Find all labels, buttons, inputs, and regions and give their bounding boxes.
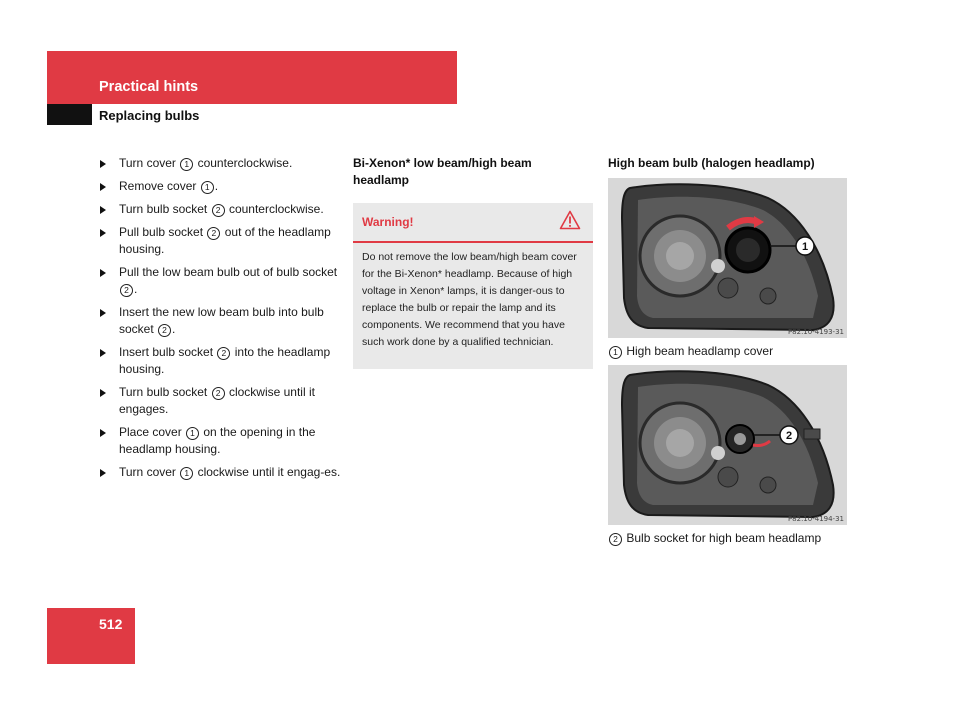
- ref-number: 2: [217, 347, 230, 360]
- figure-callout: 2: [785, 430, 793, 442]
- step-arrow-icon: [100, 389, 106, 397]
- ref-number: 1: [201, 181, 214, 194]
- page-number: 512: [99, 616, 123, 632]
- figure-code: P82.10-4193-31: [787, 328, 844, 336]
- step-item: Pull the low beam bulb out of bulb socket 2 .: [99, 264, 344, 298]
- step-arrow-icon: [100, 206, 106, 214]
- ref-number: 2: [120, 284, 133, 297]
- ref-number: 2: [158, 324, 171, 337]
- ref-number: 1: [186, 427, 199, 440]
- step-item: Turn bulb socket 2 counterclockwise.: [99, 201, 344, 218]
- headlamp-illustration: [608, 365, 847, 525]
- figure-callout: 1: [801, 241, 809, 253]
- ref-number: 2: [609, 533, 622, 546]
- step-arrow-icon: [100, 429, 106, 437]
- step-arrow-icon: [100, 469, 106, 477]
- warning-triangle-icon: [559, 210, 581, 230]
- figure-code: P82.10-4194-31: [787, 515, 844, 523]
- step-arrow-icon: [100, 349, 106, 357]
- xenon-heading: Bi-Xenon* low beam/high beam headlamp: [353, 156, 532, 187]
- step-item: Turn bulb socket 2 clockwise until it engages.: [99, 384, 344, 418]
- warning-text: Do not remove the low beam/high beam cover for the Bi-Xenon* headlamp. Because of high voltage in Xenon* lamps, it is danger-ous to replace the bulb or repair the lamp and its components. We recommend that you have such work done by a qualified technician.: [362, 251, 577, 348]
- halogen-heading: High beam bulb (halogen headlamp): [608, 156, 815, 170]
- step-arrow-icon: [100, 183, 106, 191]
- headlamp-illustration: [608, 178, 847, 338]
- step-arrow-icon: [100, 269, 106, 277]
- header-band: [47, 51, 457, 104]
- headlamp-photo-socket: [608, 365, 847, 525]
- subsection-title: Replacing bulbs: [99, 108, 200, 123]
- warning-label: Warning!: [362, 215, 414, 229]
- warning-header: [353, 203, 593, 243]
- step-item: Place cover 1 on the opening in the headlamp housing.: [99, 424, 344, 458]
- step-item: Turn cover 1 clockwise until it engag-es.: [99, 464, 344, 481]
- step-item: Insert the new low beam bulb into bulb socket 2 .: [99, 304, 344, 338]
- ref-number: 2: [212, 204, 225, 217]
- figure-caption: 2 Bulb socket for high beam headlamp: [608, 531, 821, 546]
- ref-number: 1: [180, 467, 193, 480]
- step-arrow-icon: [100, 160, 106, 168]
- step-item: Remove cover 1 .: [99, 178, 344, 195]
- figure-caption: 1 High beam headlamp cover: [608, 344, 773, 359]
- step-arrow-icon: [100, 309, 106, 317]
- ref-number: 1: [180, 158, 193, 171]
- header-marker: [47, 104, 92, 125]
- headlamp-photo-cover: [608, 178, 847, 338]
- ref-number: 2: [207, 227, 220, 240]
- step-item: Turn cover 1 counterclockwise.: [99, 155, 344, 172]
- instruction-list: [99, 155, 344, 487]
- step-item: Insert bulb socket 2 into the headlamp housing.: [99, 344, 344, 378]
- ref-number: 1: [609, 346, 622, 359]
- step-arrow-icon: [100, 229, 106, 237]
- ref-number: 2: [212, 387, 225, 400]
- warning-box: [353, 203, 593, 369]
- section-title: Practical hints: [99, 79, 199, 95]
- step-item: Pull bulb socket 2 out of the headlamp housing.: [99, 224, 344, 258]
